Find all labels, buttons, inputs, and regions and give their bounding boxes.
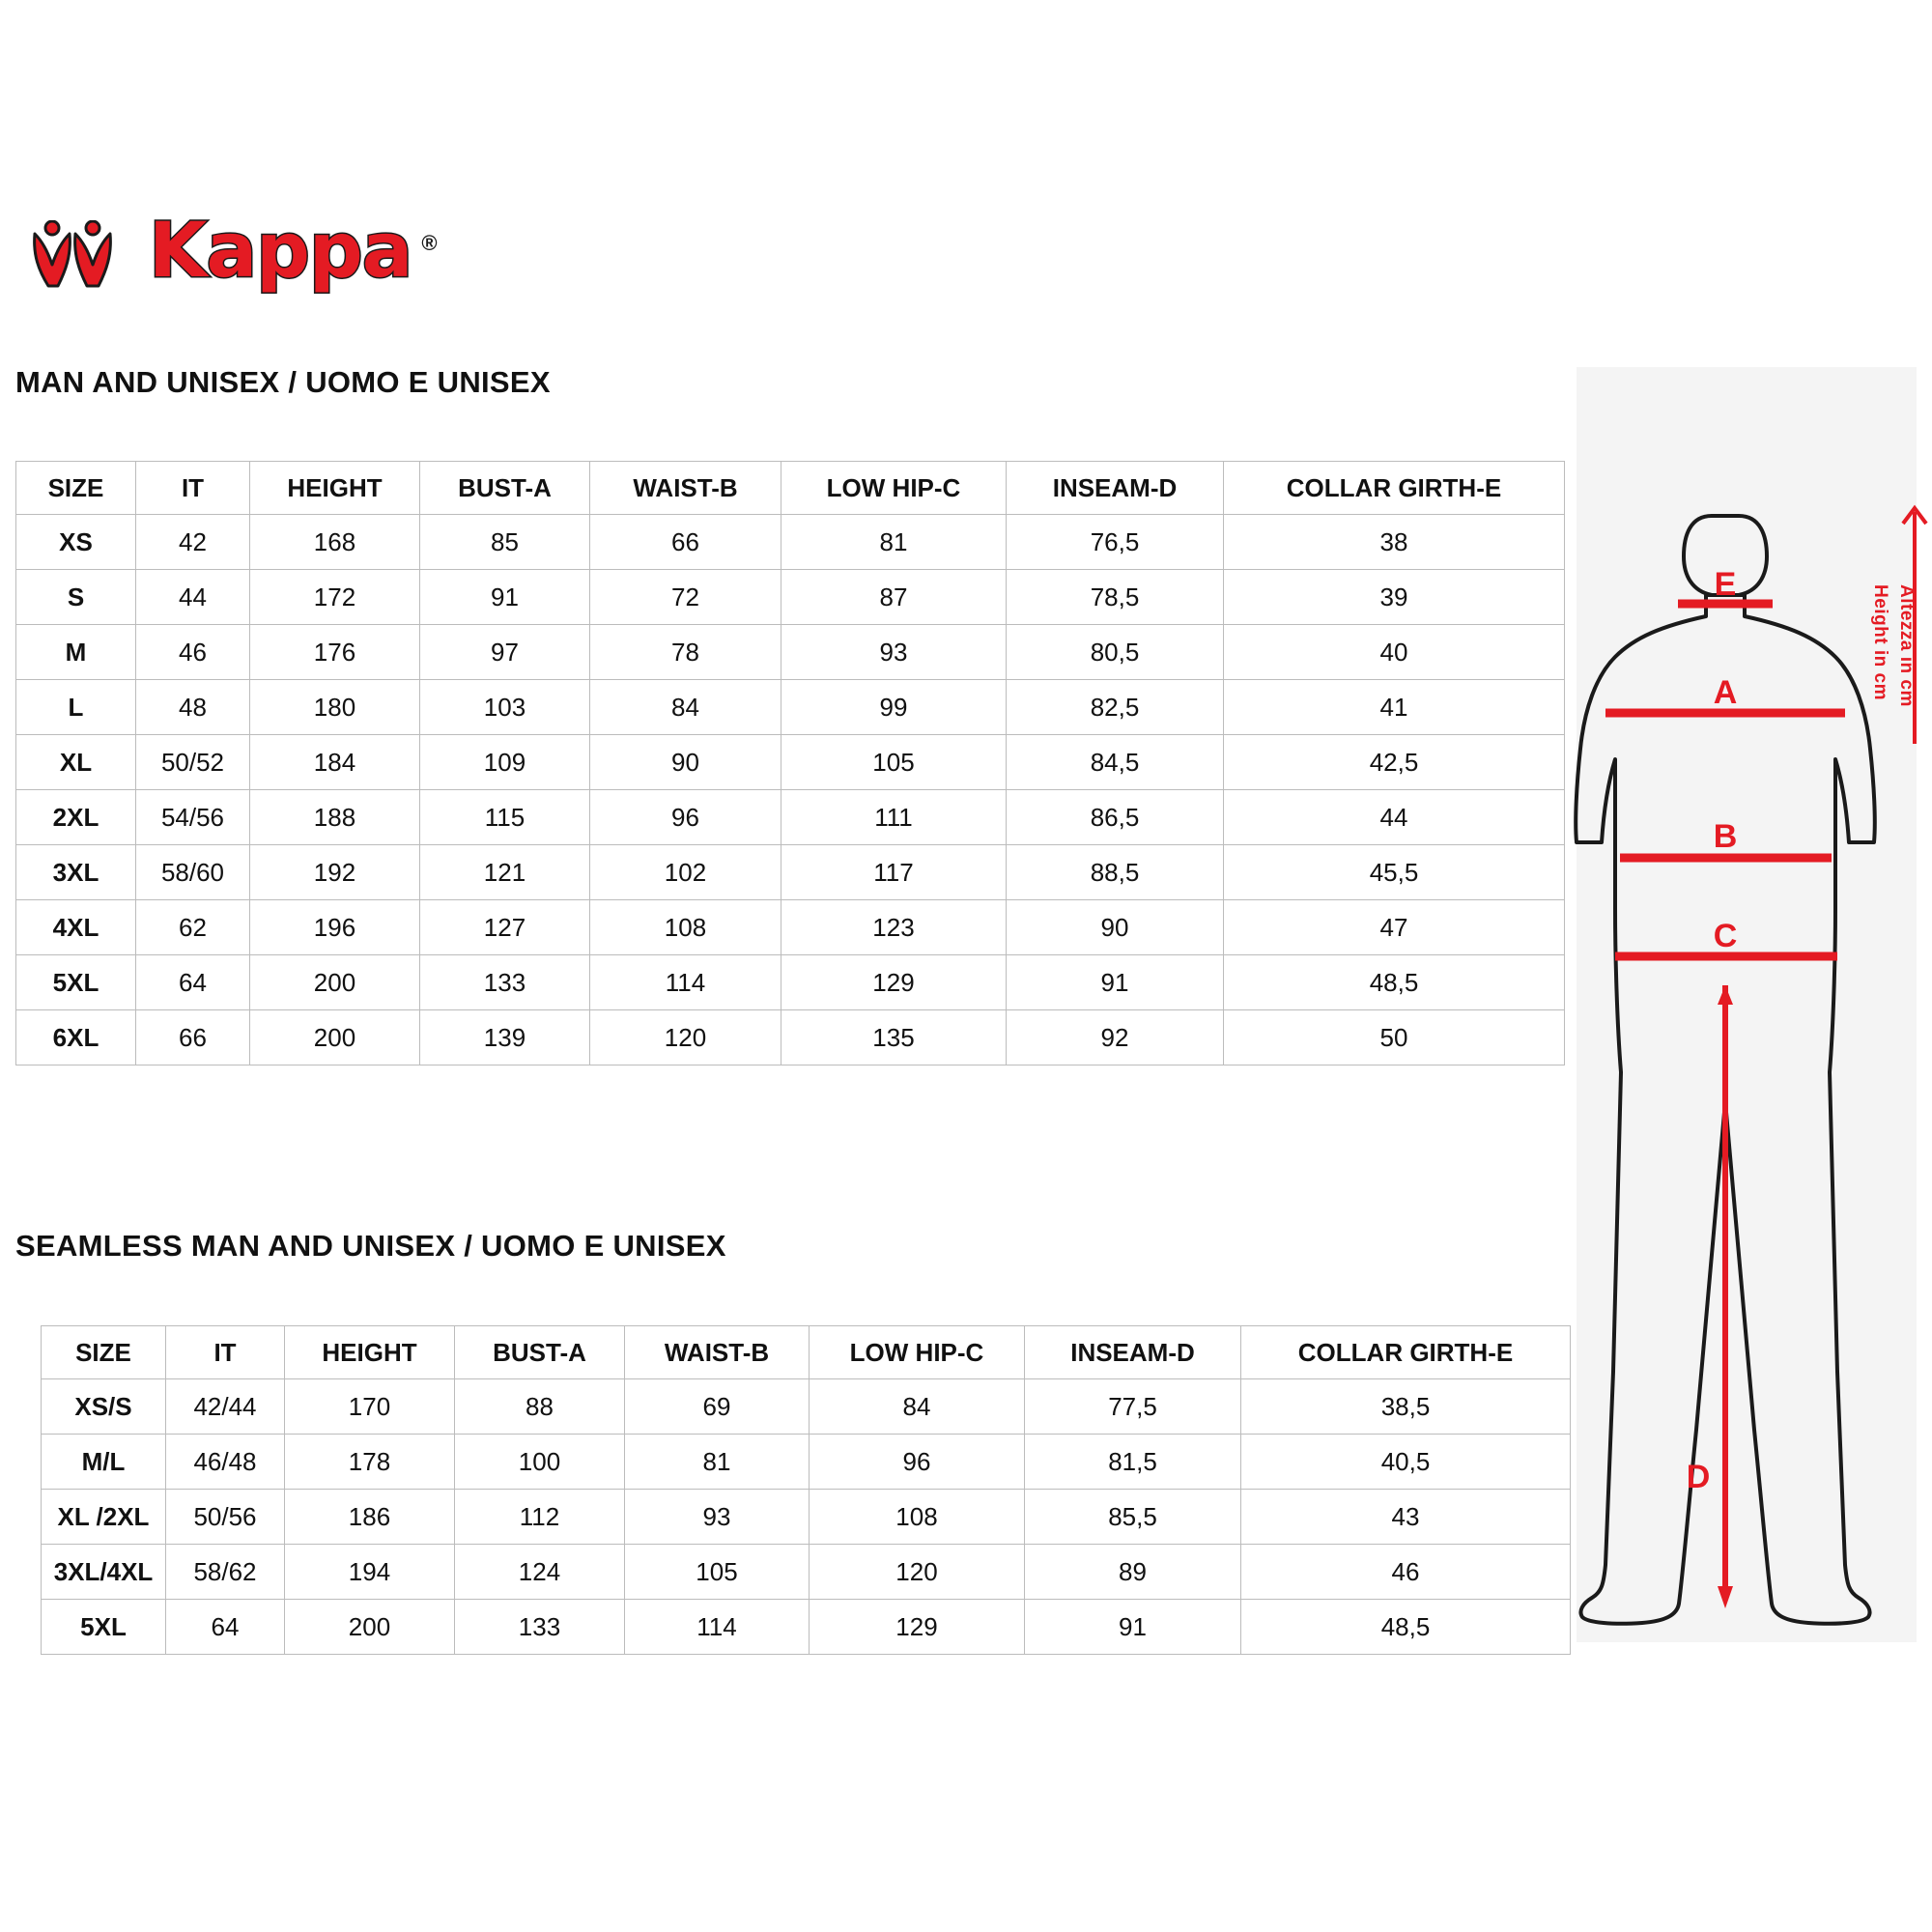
column-header-low-hip: LOW HIP-C: [810, 1326, 1025, 1379]
cell-waist: 108: [590, 900, 781, 955]
cell-waist: 66: [590, 515, 781, 570]
table-row: [16, 570, 1565, 625]
cell-size: 6XL: [16, 1010, 136, 1065]
cell-size: 3XL: [16, 845, 136, 900]
marker-label-a: A: [1713, 674, 1738, 711]
cell-it: 64: [136, 955, 250, 1010]
cell-it: 58/60: [136, 845, 250, 900]
cell-size: XS: [16, 515, 136, 570]
cell-collar-girth: 44: [1224, 790, 1565, 845]
cell-bust: 91: [420, 570, 590, 625]
brand-name: Kappa: [149, 208, 412, 295]
cell-waist: 84: [590, 680, 781, 735]
cell-bust: 109: [420, 735, 590, 790]
cell-inseam: 80,5: [1007, 625, 1224, 680]
cell-size: XL /2XL: [42, 1490, 166, 1545]
cell-height: 196: [250, 900, 420, 955]
cell-bust: 85: [420, 515, 590, 570]
cell-low-hip: 135: [781, 1010, 1007, 1065]
table-header-row: [42, 1326, 1571, 1379]
cell-height: 192: [250, 845, 420, 900]
cell-low-hip: 123: [781, 900, 1007, 955]
axis-label-height-it: Altezza in cm: [1896, 584, 1917, 707]
cell-height: 172: [250, 570, 420, 625]
cell-inseam: 78,5: [1007, 570, 1224, 625]
cell-size: 2XL: [16, 790, 136, 845]
cell-low-hip: 111: [781, 790, 1007, 845]
cell-bust: 88: [455, 1379, 625, 1435]
cell-height: 180: [250, 680, 420, 735]
cell-waist: 120: [590, 1010, 781, 1065]
cell-bust: 97: [420, 625, 590, 680]
cell-size: 4XL: [16, 900, 136, 955]
cell-inseam: 89: [1025, 1545, 1241, 1600]
cell-low-hip: 99: [781, 680, 1007, 735]
cell-height: 186: [285, 1490, 455, 1545]
table-row: [42, 1435, 1571, 1490]
cell-inseam: 92: [1007, 1010, 1224, 1065]
cell-waist: 69: [625, 1379, 810, 1435]
cell-collar-girth: 45,5: [1224, 845, 1565, 900]
cell-waist: 78: [590, 625, 781, 680]
cell-height: 184: [250, 735, 420, 790]
cell-it: 50/56: [166, 1490, 285, 1545]
column-header-bust: BUST-A: [455, 1326, 625, 1379]
column-header-height: HEIGHT: [250, 462, 420, 515]
brand-logo: [19, 208, 438, 295]
column-header-height: HEIGHT: [285, 1326, 455, 1379]
cell-inseam: 91: [1025, 1600, 1241, 1655]
cell-low-hip: 81: [781, 515, 1007, 570]
cell-size: XS/S: [42, 1379, 166, 1435]
cell-low-hip: 129: [810, 1600, 1025, 1655]
cell-low-hip: 117: [781, 845, 1007, 900]
cell-it: 54/56: [136, 790, 250, 845]
cell-low-hip: 120: [810, 1545, 1025, 1600]
cell-waist: 96: [590, 790, 781, 845]
column-header-bust: BUST-A: [420, 462, 590, 515]
cell-size: M/L: [42, 1435, 166, 1490]
cell-bust: 127: [420, 900, 590, 955]
cell-waist: 93: [625, 1490, 810, 1545]
cell-low-hip: 105: [781, 735, 1007, 790]
column-header-waist: WAIST-B: [590, 462, 781, 515]
cell-low-hip: 87: [781, 570, 1007, 625]
cell-size: M: [16, 625, 136, 680]
table-header-row: [16, 462, 1565, 515]
cell-size: L: [16, 680, 136, 735]
cell-size: 5XL: [16, 955, 136, 1010]
cell-size: XL: [16, 735, 136, 790]
table-row: [42, 1379, 1571, 1435]
cell-bust: 100: [455, 1435, 625, 1490]
cell-bust: 121: [420, 845, 590, 900]
cell-it: 44: [136, 570, 250, 625]
cell-low-hip: 108: [810, 1490, 1025, 1545]
cell-bust: 115: [420, 790, 590, 845]
table-row: [16, 735, 1565, 790]
cell-it: 58/62: [166, 1545, 285, 1600]
cell-collar-girth: 46: [1241, 1545, 1571, 1600]
cell-bust: 133: [455, 1600, 625, 1655]
cell-inseam: 84,5: [1007, 735, 1224, 790]
table-row: [16, 515, 1565, 570]
cell-bust: 124: [455, 1545, 625, 1600]
cell-it: 66: [136, 1010, 250, 1065]
male-body-measurement-diagram-icon: [1546, 502, 1932, 1652]
cell-height: 170: [285, 1379, 455, 1435]
cell-it: 62: [136, 900, 250, 955]
table-row: [16, 790, 1565, 845]
table-row: [16, 845, 1565, 900]
marker-label-c: C: [1713, 918, 1738, 954]
table-row: [16, 1010, 1565, 1065]
cell-it: 46: [136, 625, 250, 680]
cell-size: 5XL: [42, 1600, 166, 1655]
cell-collar-girth: 38: [1224, 515, 1565, 570]
cell-collar-girth: 40,5: [1241, 1435, 1571, 1490]
column-header-collar-girth: COLLAR GIRTH-E: [1224, 462, 1565, 515]
cell-inseam: 76,5: [1007, 515, 1224, 570]
cell-inseam: 86,5: [1007, 790, 1224, 845]
axis-label-height-en: Height in cm: [1870, 584, 1890, 701]
cell-inseam: 90: [1007, 900, 1224, 955]
column-header-it: IT: [166, 1326, 285, 1379]
cell-it: 46/48: [166, 1435, 285, 1490]
cell-collar-girth: 40: [1224, 625, 1565, 680]
cell-waist: 72: [590, 570, 781, 625]
cell-collar-girth: 47: [1224, 900, 1565, 955]
cell-waist: 102: [590, 845, 781, 900]
cell-waist: 105: [625, 1545, 810, 1600]
marker-label-e: E: [1714, 566, 1737, 603]
cell-collar-girth: 48,5: [1241, 1600, 1571, 1655]
cell-collar-girth: 48,5: [1224, 955, 1565, 1010]
cell-height: 178: [285, 1435, 455, 1490]
cell-size: S: [16, 570, 136, 625]
cell-collar-girth: 42,5: [1224, 735, 1565, 790]
cell-inseam: 82,5: [1007, 680, 1224, 735]
cell-inseam: 88,5: [1007, 845, 1224, 900]
cell-collar-girth: 41: [1224, 680, 1565, 735]
cell-waist: 114: [625, 1600, 810, 1655]
column-header-collar-girth: COLLAR GIRTH-E: [1241, 1326, 1571, 1379]
cell-it: 48: [136, 680, 250, 735]
table-row: [42, 1600, 1571, 1655]
cell-low-hip: 84: [810, 1379, 1025, 1435]
cell-collar-girth: 43: [1241, 1490, 1571, 1545]
table-row: [16, 900, 1565, 955]
cell-bust: 139: [420, 1010, 590, 1065]
column-header-inseam: INSEAM-D: [1007, 462, 1224, 515]
column-header-size: SIZE: [42, 1326, 166, 1379]
cell-bust: 103: [420, 680, 590, 735]
table-row: [16, 955, 1565, 1010]
table-row: [16, 680, 1565, 735]
cell-it: 50/52: [136, 735, 250, 790]
cell-height: 200: [285, 1600, 455, 1655]
cell-low-hip: 93: [781, 625, 1007, 680]
cell-it: 64: [166, 1600, 285, 1655]
cell-inseam: 81,5: [1025, 1435, 1241, 1490]
cell-inseam: 91: [1007, 955, 1224, 1010]
size-table-man: [15, 461, 1565, 1065]
cell-low-hip: 96: [810, 1435, 1025, 1490]
table-row: [42, 1545, 1571, 1600]
cell-low-hip: 129: [781, 955, 1007, 1010]
cell-waist: 90: [590, 735, 781, 790]
cell-bust: 133: [420, 955, 590, 1010]
cell-height: 200: [250, 955, 420, 1010]
cell-inseam: 77,5: [1025, 1379, 1241, 1435]
marker-label-b: B: [1713, 818, 1738, 855]
registered-mark: ®: [421, 231, 438, 255]
kappa-omini-logo-icon: [19, 220, 133, 290]
cell-height: 194: [285, 1545, 455, 1600]
cell-bust: 112: [455, 1490, 625, 1545]
cell-height: 188: [250, 790, 420, 845]
cell-size: 3XL/4XL: [42, 1545, 166, 1600]
column-header-waist: WAIST-B: [625, 1326, 810, 1379]
section-title-man: MAN AND UNISEX / UOMO E UNISEX: [15, 365, 551, 399]
cell-height: 176: [250, 625, 420, 680]
cell-it: 42: [136, 515, 250, 570]
cell-it: 42/44: [166, 1379, 285, 1435]
cell-inseam: 85,5: [1025, 1490, 1241, 1545]
column-header-low-hip: LOW HIP-C: [781, 462, 1007, 515]
cell-collar-girth: 38,5: [1241, 1379, 1571, 1435]
table-row: [42, 1490, 1571, 1545]
cell-waist: 81: [625, 1435, 810, 1490]
cell-collar-girth: 39: [1224, 570, 1565, 625]
marker-label-d: D: [1686, 1459, 1711, 1495]
size-table-seamless: [41, 1325, 1571, 1655]
section-title-seamless: SEAMLESS MAN AND UNISEX / UOMO E UNISEX: [15, 1229, 726, 1263]
table-row: [16, 625, 1565, 680]
column-header-size: SIZE: [16, 462, 136, 515]
cell-collar-girth: 50: [1224, 1010, 1565, 1065]
cell-waist: 114: [590, 955, 781, 1010]
cell-height: 168: [250, 515, 420, 570]
column-header-it: IT: [136, 462, 250, 515]
cell-height: 200: [250, 1010, 420, 1065]
column-header-inseam: INSEAM-D: [1025, 1326, 1241, 1379]
